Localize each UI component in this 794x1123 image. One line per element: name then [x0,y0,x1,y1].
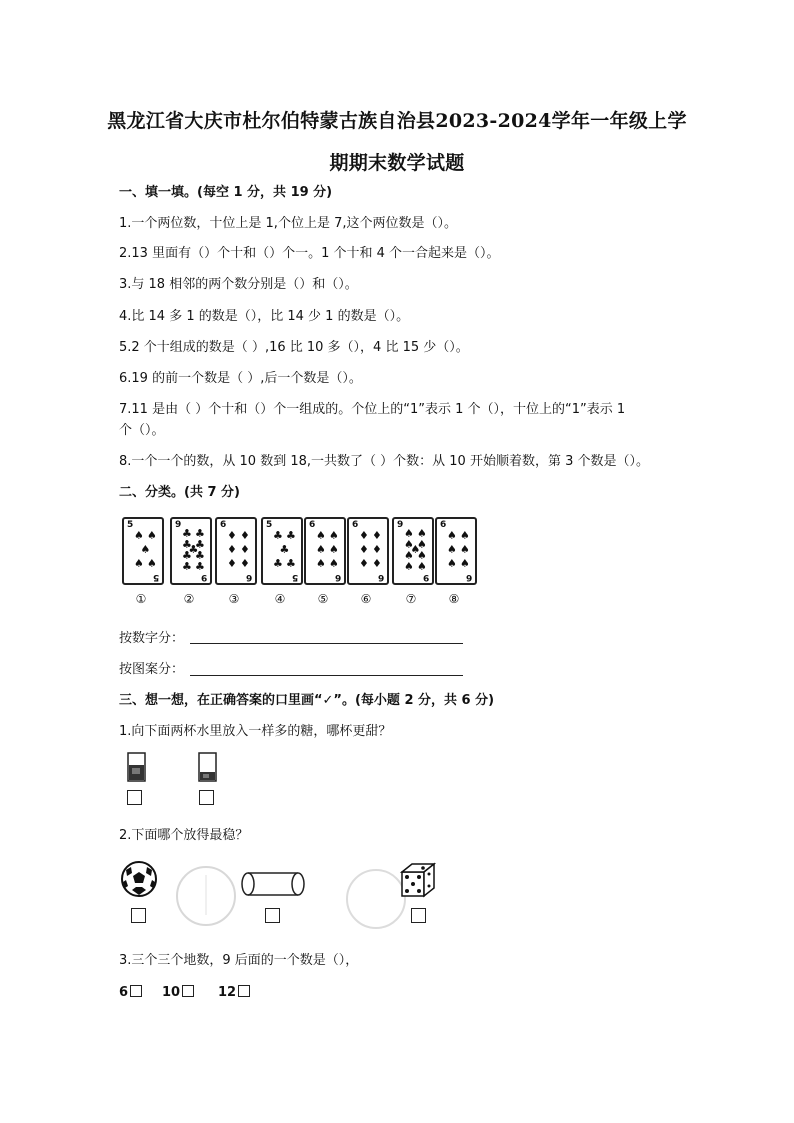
card-suit-pip: ♠ [134,529,144,542]
cup-left-checkbox[interactable] [127,790,142,805]
card-suit-pip: ♠ [404,549,414,562]
card-number-bottom: 9 [422,572,429,582]
playing-card [215,517,257,585]
card-suit-pip: ♦ [240,543,250,556]
card-suit-pip: ♦ [227,543,237,556]
card-index-label: ⑦ [405,592,417,606]
card-suit-pip: ♠ [316,529,326,542]
card-number-bottom: 5 [291,572,298,582]
question-1-5: 5.2 个十组成的数是（ ）,16 比 10 多（），4 比 15 少（）。 [119,340,469,355]
card-suit-pip: ♦ [227,557,237,570]
question-1-8: 8.一个一个的数，从 10 数到 18,一共数了（ ）个数：从 10 开始顺着数，第 3 个数是（）。 [119,454,649,469]
option-10[interactable] [162,985,194,1000]
section3-heading: 三、想一想，在正确答案的口里画“✓”。(每小题 2 分，共 6 分) [119,693,495,708]
card-number: 5 [266,520,273,530]
card-suit-pip: ♠ [147,557,157,570]
card-suit-pip: ♣ [195,527,205,540]
card-number: 6 [352,520,359,530]
option-6-checkbox[interactable] [130,985,142,997]
question-1-1: 1.一个两位数，十位上是 1,个位上是 7,这个两位数是（）。 [119,216,457,231]
card-suit-pip: ♦ [227,529,237,542]
card-suit-pip: ♠ [404,538,414,551]
option-12-checkbox[interactable] [238,985,250,997]
card-suit-pip: ♦ [372,543,382,556]
dice-icon [398,860,438,900]
card-suit-pip: ♦ [359,543,369,556]
card-suit-pip: ♣ [279,543,290,556]
playing-card [392,517,434,585]
card-number: 6 [309,520,316,530]
cup-image-left [126,752,148,784]
cylinder-checkbox[interactable] [265,908,280,923]
card-number-bottom: 6 [465,572,472,582]
faded-circle-image [175,865,237,927]
card-suit-pip: ♣ [182,560,192,573]
option-12[interactable] [218,985,250,1000]
option-6-label: 6 [119,985,129,1000]
card-suit-pip: ♦ [372,557,382,570]
card-suit-pip: ♠ [140,543,151,556]
question-1-7-continued: 个（）。 [119,423,165,438]
playing-card [122,517,164,585]
soccer-ball-icon [120,860,158,898]
playing-card [435,517,477,585]
cylinder-icon [240,870,308,898]
dice-checkbox[interactable] [411,908,426,923]
card-suit-pip: ♣ [182,549,192,562]
card-suit-pip: ♦ [240,557,250,570]
card-suit-pip: ♠ [460,529,470,542]
card-suit-pip: ♠ [134,557,144,570]
question-3-3: 3.三个三个地数，9 后面的一个数是（）， [119,953,359,968]
option-6[interactable] [119,985,142,1000]
by-number-label: 按数字分： [119,631,185,646]
card-suit-pip: ♣ [195,538,205,551]
ball-checkbox[interactable] [131,908,146,923]
card-suit-pip: ♦ [372,529,382,542]
by-number-answer-line[interactable] [190,643,463,644]
card-suit-pip: ♠ [147,529,157,542]
card-number: 6 [220,520,227,530]
card-suit-pip: ♣ [182,538,192,551]
card-suit-pip: ♠ [417,549,427,562]
section1-heading: 一、填一填。(每空 1 分，共 19 分) [119,185,333,200]
option-10-label: 10 [162,985,181,1000]
card-index-label: ③ [228,592,240,606]
card-suit-pip: ♠ [447,543,457,556]
card-index-label: ⑧ [448,592,460,606]
question-1-2: 2.13 里面有（）个十和（）个一。1 个十和 4 个一合起来是（）。 [119,246,500,261]
card-suit-pip: ♦ [240,529,250,542]
card-number-bottom: 5 [152,572,159,582]
card-suit-pip: ♣ [286,557,296,570]
card-number: 5 [127,520,134,530]
by-pattern-label: 按图案分： [119,662,185,677]
by-pattern-answer-line[interactable] [190,675,463,676]
card-suit-pip: ♠ [329,529,339,542]
playing-card [347,517,389,585]
question-1-4: 4.比 14 多 1 的数是（），比 14 少 1 的数是（）。 [119,309,410,324]
question-1-3: 3.与 18 相邻的两个数分别是（）和（）。 [119,277,358,292]
card-suit-pip: ♠ [460,557,470,570]
card-suit-pip: ♠ [447,529,457,542]
playing-card [304,517,346,585]
card-suit-pip: ♠ [404,560,414,573]
card-suit-pip: ♣ [195,549,205,562]
card-suit-pip: ♠ [316,557,326,570]
question-3-1: 1.向下面两杯水里放入一样多的糖，哪杯更甜？ [119,724,392,739]
cup-right-checkbox[interactable] [199,790,214,805]
card-suit-pip: ♣ [273,529,283,542]
card-index-label: ⑤ [317,592,329,606]
card-suit-pip: ♣ [286,529,296,542]
card-index-label: ⑥ [360,592,372,606]
card-suit-pip: ♠ [417,538,427,551]
option-12-label: 12 [218,985,237,1000]
card-suit-pip: ♣ [182,527,192,540]
card-suit-pip: ♣ [273,557,283,570]
playing-card [170,517,212,585]
card-suit-pip: ♣ [195,560,205,573]
question-3-2: 2.下面哪个放得最稳？ [119,828,249,843]
card-index-label: ① [135,592,147,606]
card-number: 6 [440,520,447,530]
card-number-bottom: 6 [245,572,252,582]
card-number: 9 [175,520,182,530]
section2-heading: 二、分类。(共 7 分) [119,485,240,500]
card-suit-pip: ♠ [404,527,414,540]
option-10-checkbox[interactable] [182,985,194,997]
card-index-label: ② [183,592,195,606]
page-title-line-1: 黑龙江省大庆市杜尔伯特蒙古族自治县2023-2024学年一年级上学 [107,110,687,132]
card-suit-pip: ♠ [447,557,457,570]
card-suit-pip: ♦ [359,557,369,570]
page-title-line-2: 期期末数学试题 [329,152,465,174]
card-suit-pip: ♠ [316,543,326,556]
card-suit-pip: ♠ [329,543,339,556]
card-index-label: ④ [274,592,286,606]
card-suit-pip: ♠ [417,560,427,573]
card-number-bottom: 6 [334,572,341,582]
card-suit-pip: ♠ [460,543,470,556]
card-number-bottom: 9 [200,572,207,582]
playing-card [261,517,303,585]
card-suit-pip: ♠ [329,557,339,570]
card-suit-pip: ♣ [188,543,199,556]
question-1-6: 6.19 的前一个数是（ ）,后一个数是（）。 [119,371,362,386]
card-suit-pip: ♠ [417,527,427,540]
cup-image-right [197,752,219,784]
card-number-bottom: 6 [377,572,384,582]
question-1-7: 7.11 是由（ ）个十和（）个一组成的。个位上的“1”表示 1 个（），十位上的“1”表示 1 [119,402,626,417]
card-suit-pip: ♠ [410,543,421,556]
card-number: 9 [397,520,404,530]
card-suit-pip: ♦ [359,529,369,542]
